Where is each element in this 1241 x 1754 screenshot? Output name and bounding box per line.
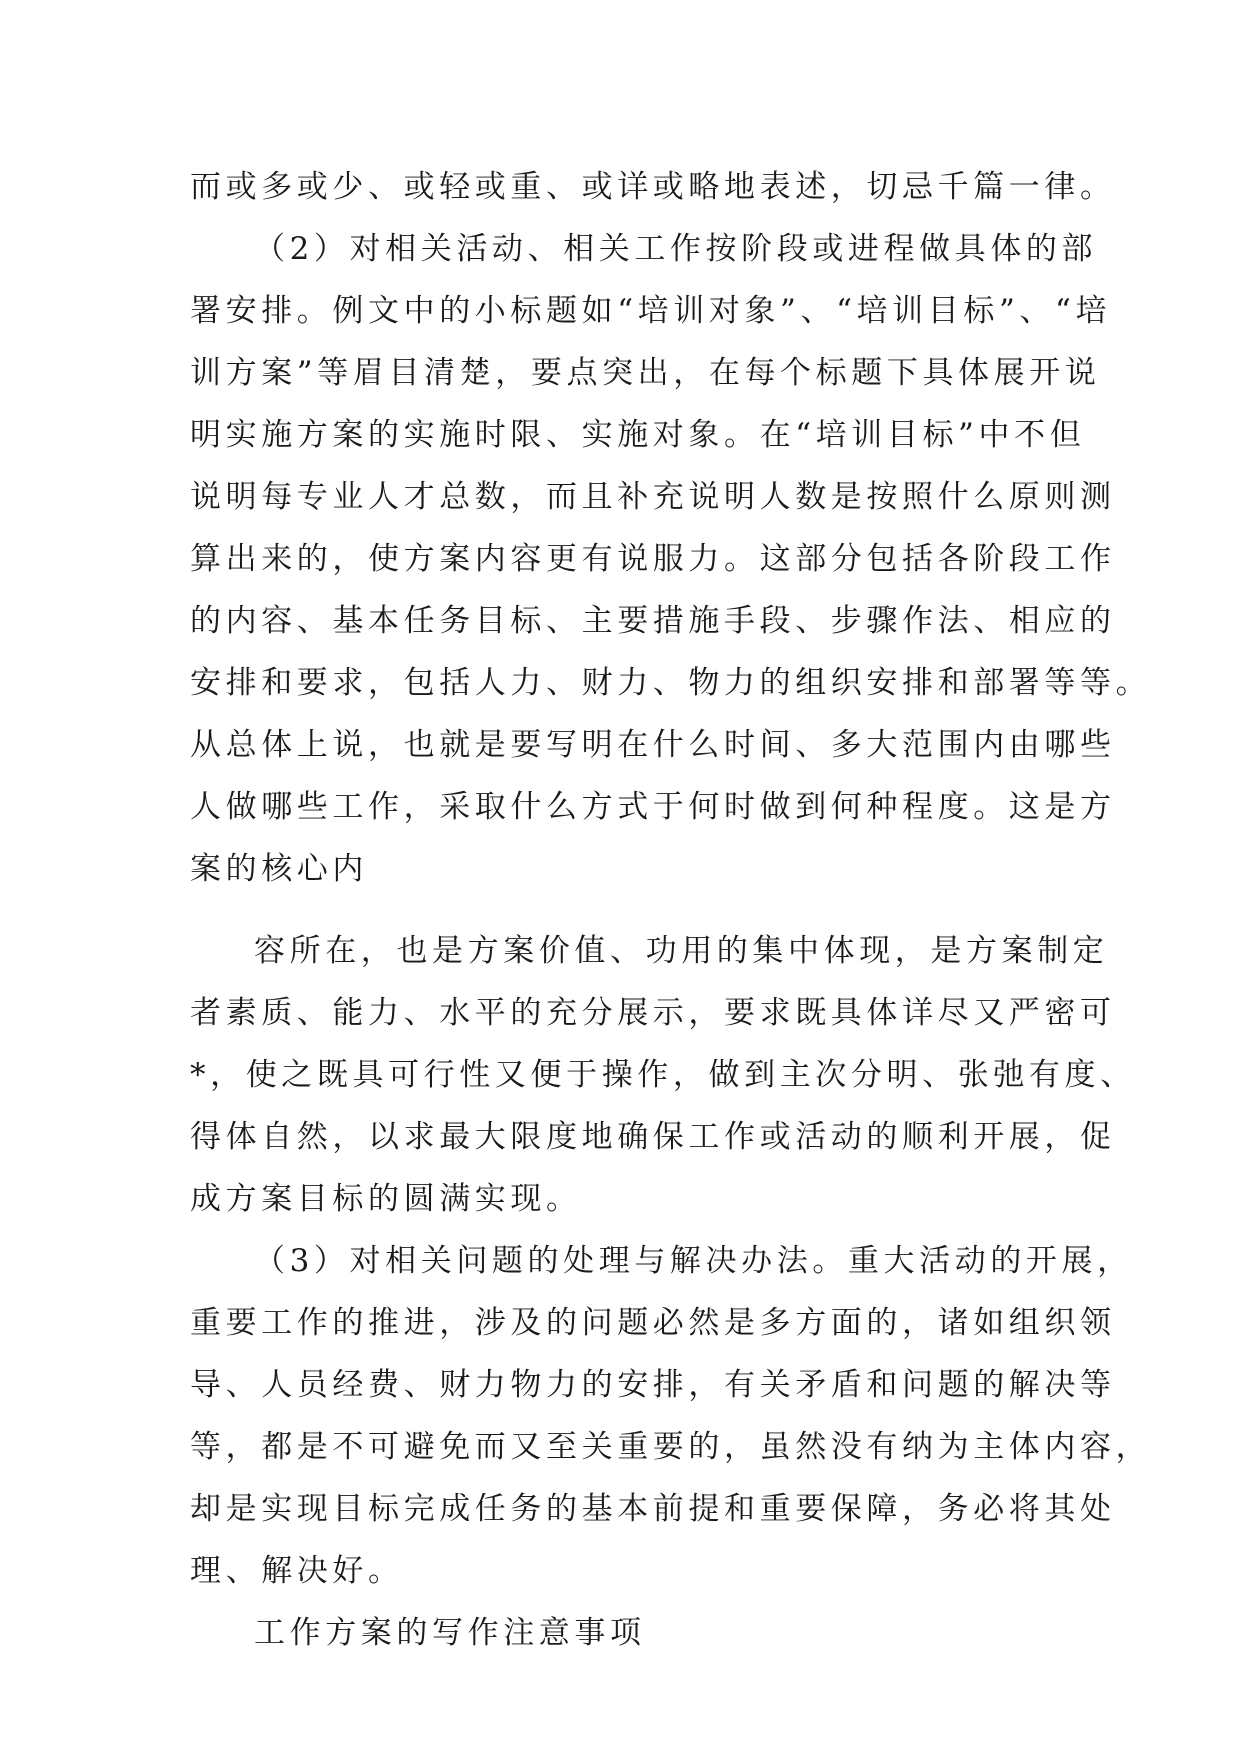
text-line: 算出来的，使方案内容更有说服力。这部分包括各阶段工作 — [190, 541, 1116, 577]
text-line: 容所在，也是方案价值、功用的集中体现，是方案制定 — [254, 933, 1109, 969]
text-line: 安排和要求，包括人力、财力、物力的组织安排和部署等等。 — [190, 665, 1152, 701]
text-line: 训方案”等眉目清楚，要点突出，在每个标题下具体展开说 — [190, 355, 1101, 391]
text-line: 人做哪些工作，采取什么方式于何时做到何种程度。这是方 — [190, 789, 1116, 825]
text-line: 的内容、基本任务目标、主要措施手段、步骤作法、相应的 — [190, 603, 1116, 639]
text-line: *，使之既具可行性又便于操作，做到主次分明、张弛有度、 — [190, 1057, 1136, 1093]
text-line: 导、人员经费、财力物力的安排，有关矛盾和问题的解决等 — [190, 1367, 1116, 1403]
text-line: （3）对相关问题的处理与解决办法。重大活动的开展， — [254, 1243, 1133, 1279]
paragraph-continuation — [190, 156, 1116, 218]
text-line: 却是实现目标完成任务的基本前提和重要保障，务必将其处 — [190, 1491, 1116, 1527]
text-line: （2）对相关活动、相关工作按阶段或进程做具体的部 — [254, 231, 1098, 267]
text-line: 明实施方案的实施时限、实施对象。在“培训目标”中不但 — [190, 417, 1086, 453]
text-line: 署安排。例文中的小标题如“培训对象”、“培训目标”、“培 — [190, 293, 1112, 329]
text-line: 成方案目标的圆满实现。 — [190, 1181, 582, 1217]
paragraph-3 — [190, 1230, 1152, 1602]
text-line: 者素质、能力、水平的充分展示，要求既具体详尽又严密可 — [190, 995, 1116, 1031]
heading-line: 工作方案的写作注意事项 — [254, 1615, 646, 1651]
paragraph-2 — [190, 218, 1152, 900]
text-line: 得体自然，以求最大限度地确保工作或活动的顺利开展，促 — [190, 1119, 1116, 1155]
text-line: 说明每专业人才总数，而且补充说明人数是按照什么原则测 — [190, 479, 1116, 515]
text-line: 理、解决好。 — [190, 1553, 404, 1589]
text-line: 从总体上说，也就是要写明在什么时间、多大范围内由哪些 — [190, 727, 1116, 763]
paragraph-2-continued — [190, 920, 1136, 1230]
text-line: 重要工作的推进，涉及的问题必然是多方面的，诸如组织领 — [190, 1305, 1116, 1341]
text-line: 等，都是不可避免而又至关重要的，虽然没有纳为主体内容， — [190, 1429, 1152, 1465]
section-heading — [190, 1602, 1062, 1664]
document-page — [190, 156, 1152, 1664]
text-line: 案的核心内 — [190, 851, 368, 887]
text-line: 而或多或少、或轻或重、或详或略地表述，切忌千篇一律。 — [190, 169, 1116, 205]
